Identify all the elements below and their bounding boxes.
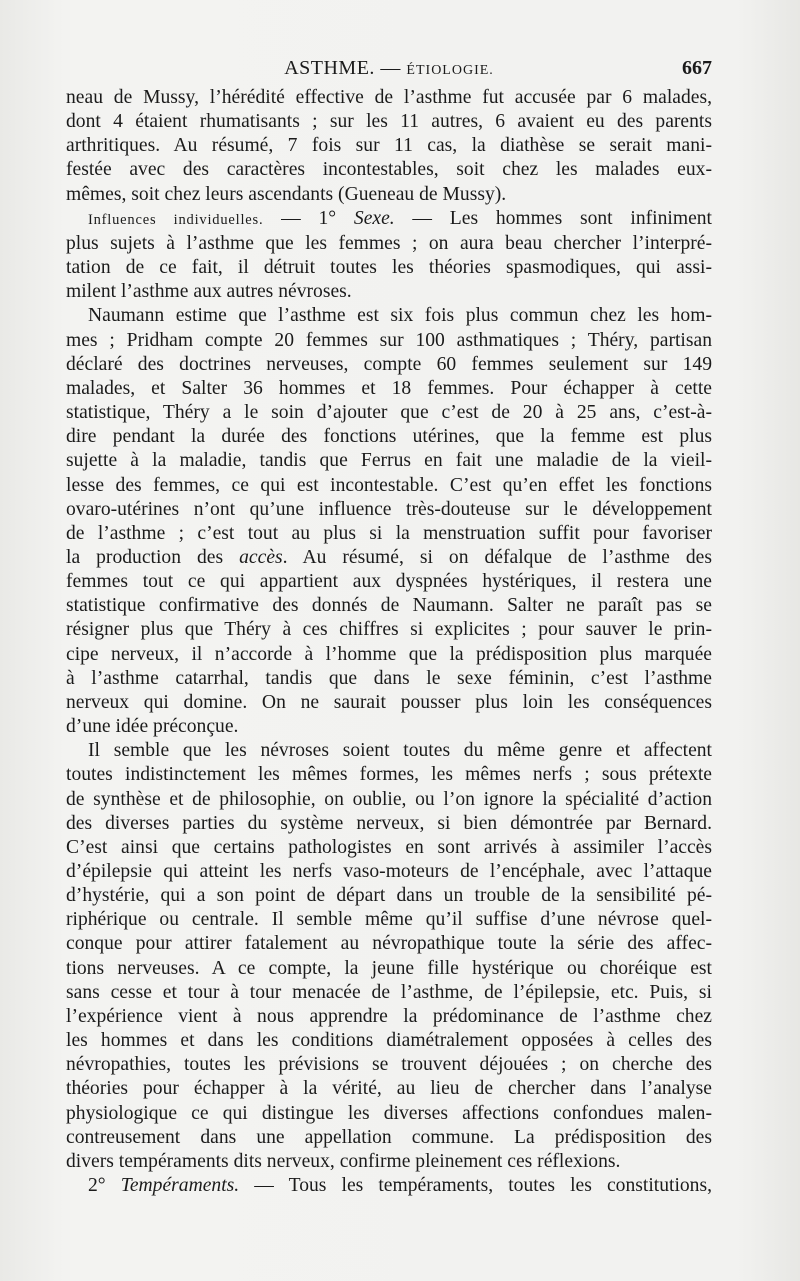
text-line: contreusement dans une appellation commune. La prédisposition des [66,1126,712,1148]
text-line: physiologique ce qui distingue les diverses affections confondues malen- [66,1102,712,1124]
text-line: cipe nerveux, il n’accorde à l’homme que la prédisposition plus marquée [66,643,712,665]
text-line: des diverses parties du système nerveux, si bien démontrée par Bernard. [66,812,712,834]
text-fragment: — Tous les tempéraments, toutes les constitutions, [239,1175,713,1197]
section-heading-line [66,1174,712,1198]
text-line: tions nerveuses. A ce compte, la jeune fille hystérique ou choréique est [66,957,712,979]
text-line: théories pour échapper à la vérité, au lieu de chercher dans l’analyse [66,1078,712,1100]
running-title [66,54,712,85]
text-line: déclaré des doctrines nerveuses, compte 60 femmes seulement sur 149 [66,353,712,375]
paragraph-5 [66,1174,712,1198]
text-line: l’expérience vient à nous apprendre la prédominance de l’asthme chez [66,1005,712,1027]
text-line: divers tempéraments dits nerveux, confirme pleinement ces réflexions. [66,1150,621,1172]
text-line: Naumann estime que l’asthme est six fois plus commun chez les hom- [88,305,712,327]
text-line: ovaro-utérines n’ont qu’une influence très-douteuse sur le développement [66,498,712,520]
text-line: festée avec des caractères incontestables, soit chez les malades eux- [66,159,712,181]
text-line: névropathies, toutes les prévisions se trouvent déjouées ; on cherche des [66,1054,712,1076]
text-line: statistique, Théry a le soin d’ajouter que c’est de 20 à 25 ans, c’est-à- [66,402,712,424]
paragraph-1 [66,86,712,207]
text-line: lesse des femmes, ce qui est incontestable. C’est qu’en effet les fonctions [66,474,712,496]
text-line: d’épilepsie qui atteint les nerfs vaso-moteurs de l’encéphale, avec l’attaque [66,861,712,882]
text-line: mes ; Pridham compte 20 femmes sur 100 asthmatiques ; Théry, partisan [66,329,712,351]
running-title-main: ASTHME. [284,57,375,79]
text-line: toutes indistinctement les mêmes formes, les mêmes nerfs ; sous prétexte [66,764,712,786]
text-line: de l’asthme ; c’est tout au plus si la menstruation suffit pour favoriser [66,522,712,544]
text-line: femmes tout ce qui appartient aux dyspnées hystériques, il restera une [66,571,712,593]
text-fragment: . Au résumé, si on défalque de l’asthme des [282,546,712,568]
running-title-separator: — [380,57,401,79]
subheading-temperaments: Tempéraments. [120,1175,240,1197]
text-line: riphérique ou centrale. Il semble même qu’il suffise d’une névrose quel- [66,909,712,931]
text-line: mêmes, soit chez leurs ascendants (Gueneau de Mussy). [66,183,507,205]
text-line: nerveux qui domine. On ne saurait pousser plus loin les conséquences [66,691,712,713]
text-line: neau de Mussy, l’hérédité effective de l’asthme fut accusée par 6 malades, [66,87,712,108]
page-number: 667 [682,57,712,79]
text-line: d’une idée préconçue. [66,716,239,738]
heading-number: 2° [88,1175,121,1197]
section-heading-line [66,207,712,232]
paragraph-4 [66,739,712,1174]
text-line: statistique confirmative des donnés de Naumann. Salter ne paraît pas se [66,595,712,617]
heading-number: — 1° [263,207,354,229]
running-header [66,54,712,82]
text-line: milent l’asthme aux autres névroses. [66,281,352,303]
running-title-section: ÉTIOLOGIE. [406,63,494,78]
text-line: Il semble que les névroses soient toutes du même genre et affectent [88,740,712,762]
text-line: arthritiques. Au résumé, 7 fois sur 11 cas, la diathèse se serait mani- [66,135,712,157]
paragraph-2 [66,207,712,305]
text-line: plus sujets à l’asthme que les femmes ; on aura beau chercher l’interpré- [66,232,712,254]
text-line: dont 4 étaient rhumatisants ; sur les 11 autres, 6 avaient eu des parents [66,111,712,133]
text-fragment: — Les hommes sont infiniment [394,207,713,229]
text-line: de synthèse et de philosophie, on oublie, ou l’on ignore la spécialité d’action [66,788,712,810]
text-fragment: la production des [66,546,240,568]
text-line: résigner plus que Théry à ces chiffres si explicites ; pour sauver le prin- [66,619,712,641]
section-heading: Influences individuelles. [88,211,264,228]
subheading-sexe: Sexe. [353,207,395,229]
text-line: à l’asthme catarrhal, tandis que dans le sexe féminin, c’est l’asthme [66,667,712,689]
italic-term: accès [239,546,283,568]
text-line: dire pendant la durée des fonctions utérines, que la femme est plus [66,426,712,448]
text-line: d’hystérie, qui a son point de départ dans un trouble de la sensibilité pé- [66,885,712,907]
text-line: tation de ce fait, il détruit toutes les théories spasmodiques, qui assi- [66,257,712,279]
text-line: sujette à la maladie, tandis que Ferrus en fait une maladie de la vieil- [66,450,712,472]
text-line: sans cesse et tour à tour menacée de l’asthme, de l’épilepsie, etc. Puis, si [66,981,712,1003]
body-text [66,86,712,1198]
text-line [66,546,712,570]
text-line: conque pour attirer fatalement au névropathique toute la série des affec- [66,933,712,955]
text-line: les hommes et dans les conditions diamétralement opposées à celles des [66,1030,712,1052]
paragraph-3 [66,304,712,739]
text-line: malades, et Salter 36 hommes et 18 femmes. Pour échapper à cette [66,377,712,399]
text-line: C’est ainsi que certains pathologistes en sont arrivés à assimiler l’accès [66,836,712,858]
